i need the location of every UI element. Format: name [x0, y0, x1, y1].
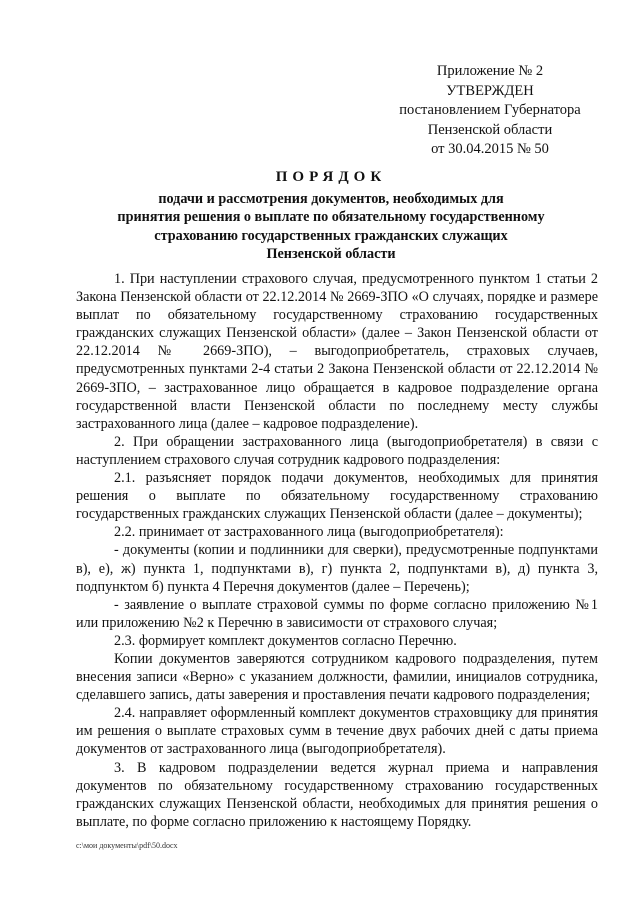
approved-date: от 30.04.2015 № 50	[431, 141, 549, 157]
paragraph-2-4: 2.4. направляет оформленный комплект документов страховщику для принятия им решения о выплате страховых сумм в течение двух рабочих дней с даты приема документов от застрахованного лица (выгодоприобретателя).	[76, 705, 598, 758]
appendix-number: Приложение № 2	[436, 63, 544, 79]
paragraph-3: 3. В кадровом подразделении ведется журнал приема и направления документов по обязательному государственному страхованию государственных гражданских служащих Пензенской области, необходимых для принятия решения о выплате, по форме согласно приложению к настоящему Порядку.	[76, 759, 598, 830]
approved-region: Пензенской области	[427, 121, 553, 138]
document-title: ПОРЯДОК	[275, 169, 387, 185]
document-subtitle	[76, 190, 586, 264]
paragraph-1: 1. При наступлении страхового случая, предусмотренного пунктом 1 статьи 2 Закона Пензенской области от 22.12.2014 № 2669-ЗПО «О случаях, порядке и размере выплат по обязательному государственному страхованию государственных гражданских служащих Пензенской области» (далее – Закон Пензенской области от 22.12.2014 № 2669-ЗПО), – выгодоприобретатель, страховых случаев, предусмотренных пунктами 2-4 статьи 2 Закона Пензенской области от 22.12.2014 № 2669-ЗПО, – застрахованное лицо обращается в кадровое подразделение органа государственной власти Пензенской области по последнему месту службы застрахованного лица (далее – кадровое подразделение).	[76, 271, 598, 432]
file-path-footer: c:\мои документы\pdf\50.docx	[76, 841, 178, 850]
approval-stamp	[380, 62, 600, 160]
paragraph-2-2-application: - заявление о выплате страховой суммы по форме согласно приложению №1 или приложению №2 к Перечню в зависимости от страхового случая;	[76, 596, 598, 631]
title-block	[76, 168, 586, 264]
paragraph-2-1: 2.1. разъясняет порядок подачи документов, необходимых для принятия решения о выплате по обязательному государственному страхованию государственных гражданских служащих Пензенской области (далее – документы);	[76, 470, 598, 523]
subtitle-line: страхованию государственных гражданских служащих	[154, 227, 508, 244]
paragraph-copies: Копии документов заверяются сотрудником кадрового подразделения, путем внесения записи «Верно» с указанием должности, фамилии, инициалов сотрудника, сделавшего запись, даты заверения и проставления печати кадрового подразделения;	[76, 650, 598, 704]
document-body	[76, 270, 598, 831]
approved-by: постановлением Губернатора	[399, 102, 581, 118]
subtitle-line: Пензенской области	[266, 246, 396, 263]
paragraph-2: 2. При обращении застрахованного лица (выгодоприобретателя) в связи с наступлением страхового случая сотрудник кадрового подразделения:	[76, 433, 598, 468]
paragraph-2-3: 2.3. формирует комплект документов согласно Перечню.	[114, 632, 457, 649]
paragraph-2-2: 2.2. принимает от застрахованного лица (выгодоприобретателя):	[114, 524, 504, 541]
subtitle-line: подачи и рассмотрения документов, необходимых для	[158, 191, 504, 207]
subtitle-line: принятия решения о выплате по обязательному государственному	[117, 209, 545, 226]
paragraph-2-2-documents: - документы (копии и подлинники для сверки), предусмотренные подпунктами в), е), ж) пункта 1, подпунктами в), г) пункта 2, подпунктами в), д) пункта 3, подпунктом б) пункта 4 Перечня документов (далее – Перечень);	[76, 542, 598, 595]
approved-label: УТВЕРЖДЕН	[446, 82, 534, 99]
